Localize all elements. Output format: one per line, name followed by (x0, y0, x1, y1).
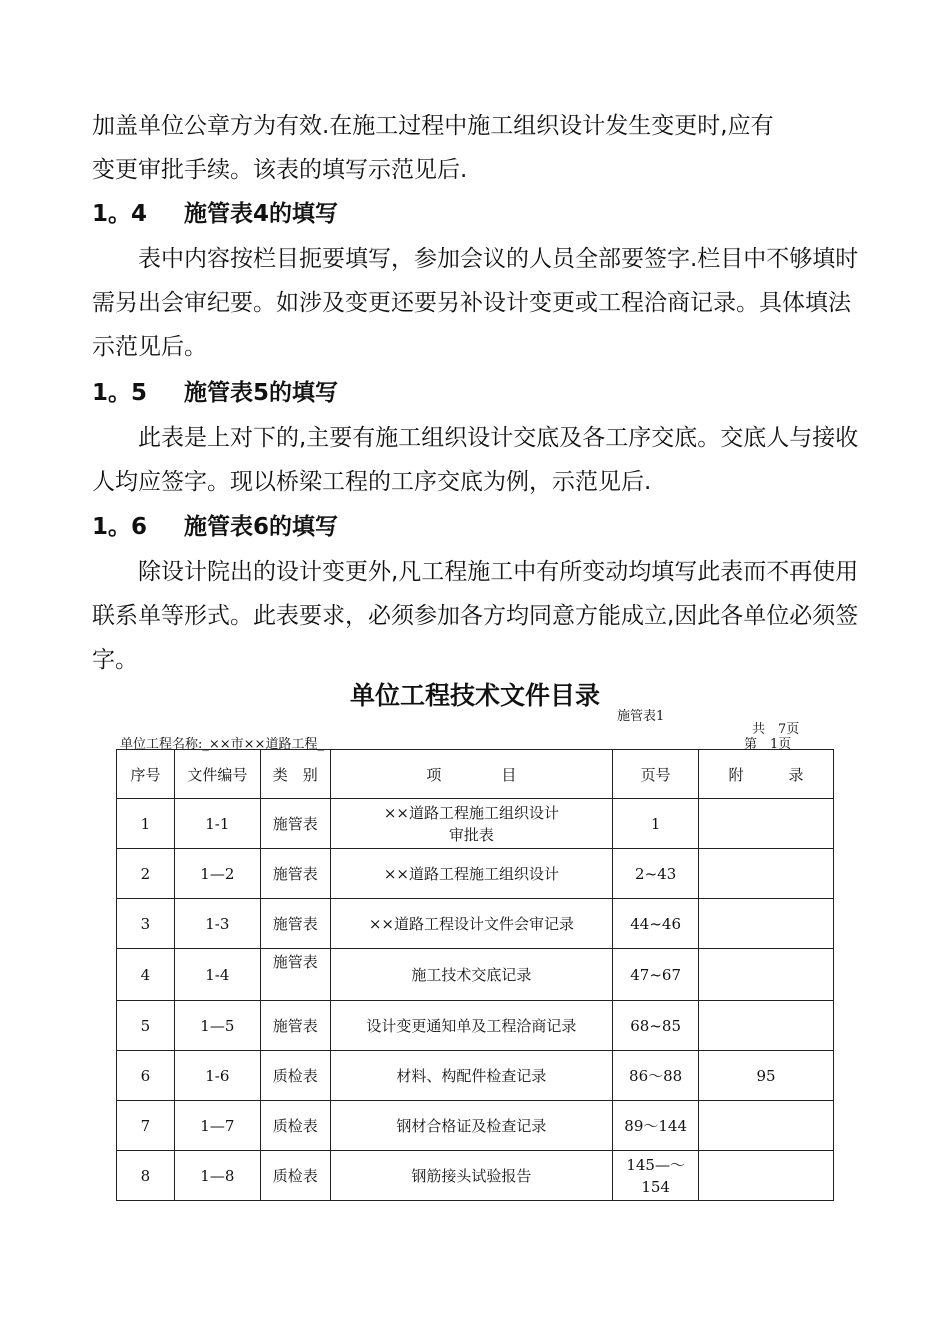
category-cell: 质检表 (260, 1101, 330, 1151)
header-seq: 序号 (117, 750, 175, 799)
total-pages: 共 7页 (752, 722, 800, 737)
form-code: 施管表1 (617, 709, 665, 724)
section-title: 施管表4的填写 (184, 201, 339, 227)
appendix-cell (699, 1101, 834, 1151)
category-cell: 质检表 (260, 1151, 330, 1201)
item-cell: 材料、构配件检查记录 (330, 1051, 613, 1101)
section-body-1-4: 表中内容按栏目扼要填写，参加会议的人员全部要签字.栏目中不够填时需另出会审纪要。如涉及变更还要另补设计变更或工程洽商记录。具体填法示范见后。 (92, 246, 859, 360)
pages-cell: 86～88 (613, 1051, 699, 1101)
header-category: 类 别 (260, 750, 330, 799)
code-cell: 1-3 (174, 899, 260, 949)
intro-line-2: 变更审批手续。该表的填写示范见后. (92, 157, 468, 183)
section-heading-1-6 (92, 505, 338, 549)
item-cell: ××道路工程施工组织设计 审批表 (330, 799, 613, 849)
seq-cell: 7 (117, 1101, 175, 1151)
pages-cell: 68~85 (613, 1001, 699, 1051)
seq-cell: 5 (117, 1001, 175, 1051)
appendix-cell (699, 849, 834, 899)
pages-cell: 145—～ 154 (613, 1151, 699, 1201)
pages-cell: 1 (613, 799, 699, 849)
seq-cell: 4 (117, 949, 175, 1001)
section-heading-1-5 (92, 371, 338, 415)
section-number: 1。6 (92, 514, 148, 540)
code-cell: 1—8 (174, 1151, 260, 1201)
section-number: 1。4 (92, 201, 148, 227)
appendix-cell (699, 799, 834, 849)
item-cell: ××道路工程设计文件会审记录 (330, 899, 613, 949)
item-cell: 施工技术交底记录 (330, 949, 613, 1001)
catalog-table (116, 749, 834, 1201)
table-header-row (117, 750, 834, 799)
header-appendix: 附 录 (699, 750, 834, 799)
table-row (117, 799, 834, 849)
pages-cell: 44~46 (613, 899, 699, 949)
header-code: 文件编号 (174, 750, 260, 799)
item-cell: 设计变更通知单及工程洽商记录 (330, 1001, 613, 1051)
section-heading-1-4 (92, 192, 338, 236)
item-cell: ××道路工程施工组织设计 (330, 849, 613, 899)
code-cell: 1—2 (174, 849, 260, 899)
appendix-cell (699, 899, 834, 949)
category-cell: 施管表 (260, 899, 330, 949)
appendix-cell: 95 (699, 1051, 834, 1101)
appendix-cell (699, 1001, 834, 1051)
table-row (117, 1001, 834, 1051)
category-cell: 施管表 (260, 849, 330, 899)
pages-cell: 47~67 (613, 949, 699, 1001)
appendix-cell (699, 949, 834, 1001)
item-cell: 钢材合格证及检查记录 (330, 1101, 613, 1151)
category-cell: 施管表 (260, 799, 330, 849)
seq-cell: 8 (117, 1151, 175, 1201)
project-name: 单位工程名称:_××市××道路工程_ (120, 737, 324, 752)
section-number: 1。5 (92, 380, 148, 406)
intro-line-1: 加盖单位公章方为有效.在施工过程中施工组织设计发生变更时,应有 (92, 113, 774, 139)
code-cell: 1—5 (174, 1001, 260, 1051)
table-row (117, 949, 834, 1001)
intro-paragraph (92, 104, 862, 192)
section-title: 施管表5的填写 (184, 380, 339, 406)
table-row (117, 899, 834, 949)
catalog-title: 单位工程技术文件目录 (349, 681, 600, 710)
table-row (117, 1151, 834, 1201)
code-cell: 1-1 (174, 799, 260, 849)
table-row (117, 849, 834, 899)
seq-cell: 6 (117, 1051, 175, 1101)
category-cell: 施管表 (260, 1001, 330, 1051)
item-cell: 钢筋接头试验报告 (330, 1151, 613, 1201)
section-title: 施管表6的填写 (184, 514, 339, 540)
catalog-rows (117, 799, 834, 1201)
page-number: 第 1页 (744, 737, 792, 752)
header-pages: 页号 (613, 750, 699, 799)
code-cell: 1-6 (174, 1051, 260, 1101)
seq-cell: 3 (117, 899, 175, 949)
category-cell: 施管表 (260, 949, 330, 1001)
seq-cell: 2 (117, 849, 175, 899)
pages-cell: 2~43 (613, 849, 699, 899)
code-cell: 1-4 (174, 949, 260, 1001)
section-body-1-5: 此表是上对下的,主要有施工组织设计交底及各工序交底。交底人与接收人均应签字。现以桥梁工程的工序交底为例，示范见后. (92, 425, 859, 495)
header-item: 项 目 (330, 750, 613, 799)
appendix-cell (699, 1151, 834, 1201)
table-row (117, 1051, 834, 1101)
category-cell: 质检表 (260, 1051, 330, 1101)
code-cell: 1—7 (174, 1101, 260, 1151)
pages-cell: 89～144 (613, 1101, 699, 1151)
seq-cell: 1 (117, 799, 175, 849)
table-row (117, 1101, 834, 1151)
section-body-1-6: 除设计院出的设计变更外,凡工程施工中有所变动均填写此表而不再使用联系单等形式。此表要求，必须参加各方均同意方能成立,因此各单位必须签字。 (92, 559, 859, 673)
